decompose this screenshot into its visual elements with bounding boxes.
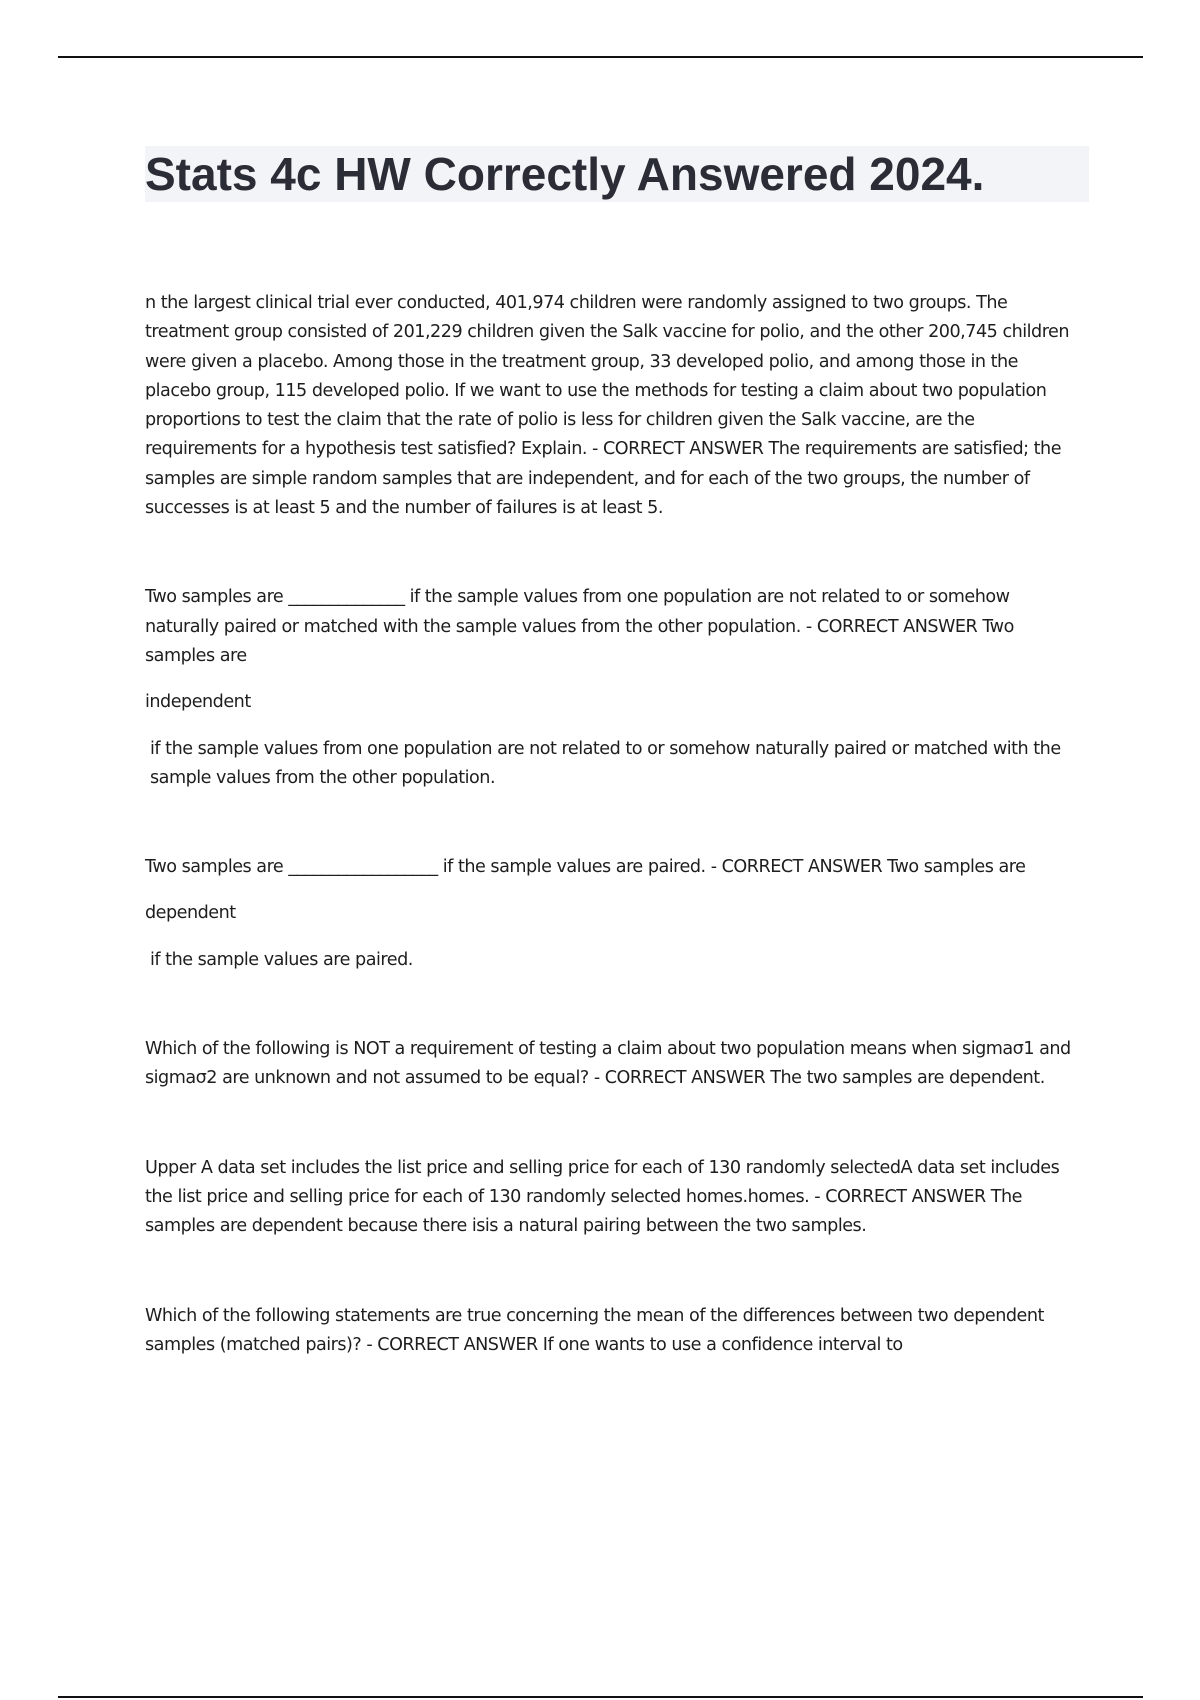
page-title: Stats 4c HW Correctly Answered 2024. xyxy=(145,148,985,200)
qa-paragraph-2: Two samples are ______________ if the sample values from one population are not related to or somehow naturally paired or matched with the sample values from the other population. - CORRECT ANSWER Two samples are xyxy=(145,587,1014,666)
top-rule xyxy=(58,56,1143,58)
qa-answer-word-3: dependent xyxy=(145,903,236,924)
qa-paragraph-6: Which of the following statements are true concerning the mean of the differences between two dependent samples (matched pairs)? - CORRECT ANSWER If one wants to use a confidence interval to xyxy=(145,1305,1044,1355)
title-banner xyxy=(145,146,1089,202)
qa-answer-tail-3: if the sample values are paired. xyxy=(150,949,413,970)
bottom-rule xyxy=(58,1696,1143,1698)
qa-paragraph-5: Upper A data set includes the list price and selling price for each of 130 randomly selectedA data set includes the list price and selling price for each of 130 randomly selected homes.homes. - CORRECT ANSWER The samples are dependent because there isis a natural pairing between the two samples. xyxy=(145,1157,1060,1237)
qa-paragraph-1: n the largest clinical trial ever conducted, 401,974 children were randomly assigned to two groups. The treatment group consisted of 201,229 children given the Salk vaccine for polio, and the other 200,745 children were given a placebo. Among those in the treatment group, 33 developed polio, and among those in the placebo group, 115 developed polio. If we want to use the methods for testing a claim about two population proportions to test the claim that the rate of polio is less for children given the Salk vaccine, are the requirements for a hypothesis test satisfied? Explain. - CORRECT ANSWER The requirements are satisfied; the samples are simple random samples that are independent, and for each of the two groups, the number of successes is at least 5 and the number of failures is at least 5. xyxy=(145,293,1070,519)
document-body xyxy=(145,289,1085,1360)
qa-paragraph-3: Two samples are __________________ if the sample values are paired. - CORRECT ANSWER Two samples are xyxy=(145,857,1026,878)
qa-answer-word-2: independent xyxy=(145,692,251,713)
qa-paragraph-4: Which of the following is NOT a requirement of testing a claim about two population means when sigmaσ1 and sigmaσ2 are unknown and not assumed to be equal? - CORRECT ANSWER The two samples are dependent. xyxy=(145,1039,1071,1089)
qa-answer-tail-2: if the sample values from one population are not related to or somehow naturally paired or matched with the sample values from the other population. xyxy=(150,738,1061,788)
